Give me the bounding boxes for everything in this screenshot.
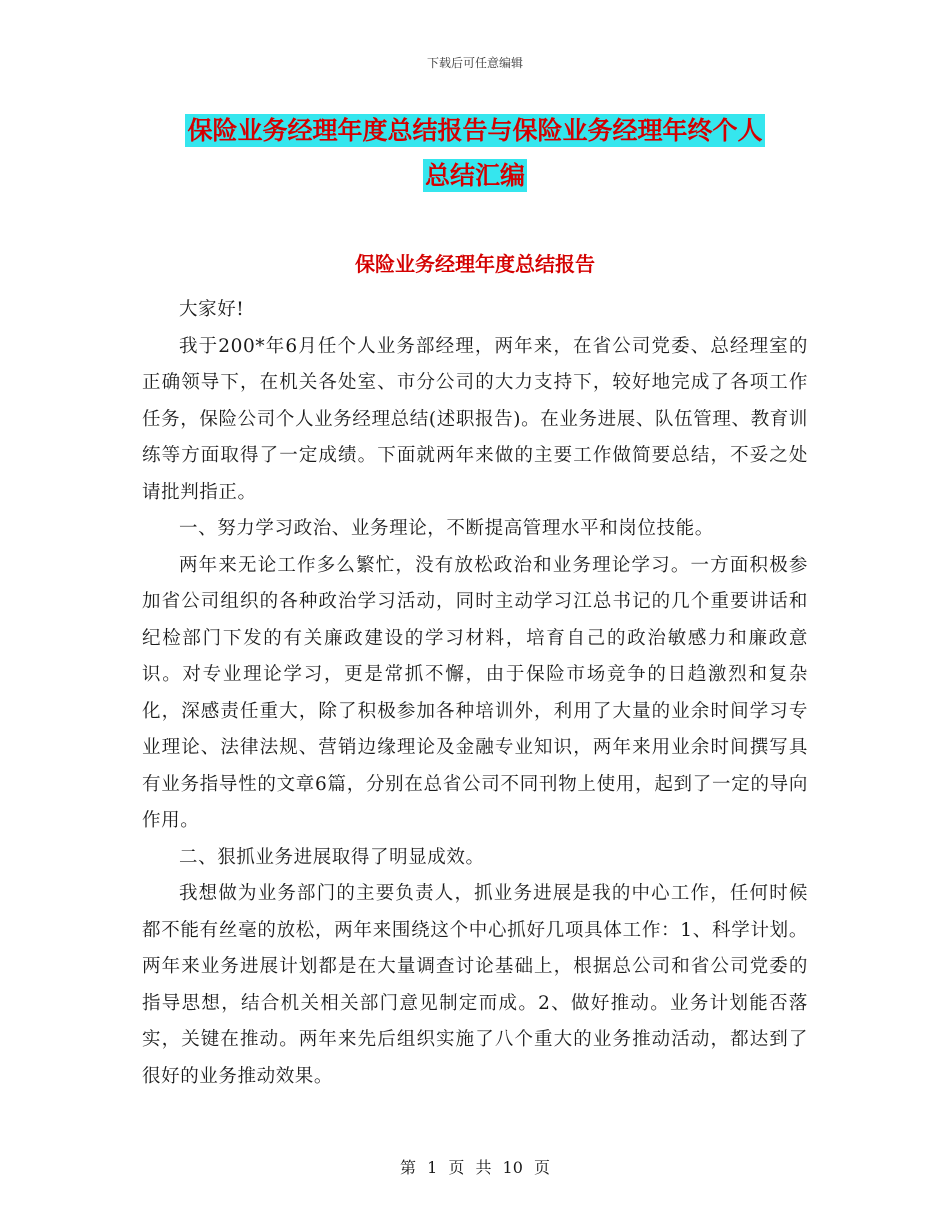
heading-paragraph-2: 二、狠抓业务进展取得了明显成效。: [179, 846, 485, 868]
study-paragraph: 两年来无论工作多么繁忙，没有放松政治和业务理论学习。一方面积极参加省公司组织的各种政治学习活动，同时主动学习江总书记的几个重要讲话和纪检部门下发的有关廉政建设的学习材料，培育自己的政治敏感力和廉政意识。对专业理论学习，更是常抓不懈，由于保险市场竞争的日趋激烈和复杂化，深感责任重大，除了积极参加各种培训外，利用了大量的业余时间学习专业理论、法律法规、营销边缘理论及金融专业知识，两年来用业余时间撰写具有业务指导性的文章6篇，分别在总省公司不同刊物上使用，起到了一定的导向作用。: [142, 554, 808, 831]
intro-paragraph: 我于200*年6月任个人业务部经理，两年来，在省公司党委、总经理室的正确领导下，在机关各处室、市分公司的大力支持下，较好地完成了各项工作任务，保险公司个人业务经理总结(述职报告)。在业务进展、队伍管理、教育训练等方面取得了一定成绩。下面就两年来做的主要工作做简要总结，不妥之处请批判指正。: [142, 335, 808, 503]
section-title: 保险业务经理年度总结报告: [355, 252, 595, 276]
greeting-paragraph: 大家好!: [179, 299, 245, 320]
document-title-line-1: 保险业务经理年度总结报告与保险业务经理年终个人: [187, 116, 763, 145]
document-title: [150, 108, 800, 198]
document-title-line-2: 总结汇编: [424, 161, 525, 190]
page-footer: 第 1 页 共 10 页: [400, 1158, 550, 1177]
header-note: 下载后可任意编辑: [426, 56, 523, 70]
document-body: [142, 292, 808, 1095]
heading-paragraph-1: 一、努力学习政治、业务理论，不断提高管理水平和岗位技能。: [179, 518, 714, 539]
business-paragraph: 我想做为业务部门的主要负责人，抓业务进展是我的中心工作，任何时候都不能有丝毫的放松，两年来围绕这个中心抓好几项具体工作：1、科学计划。两年来业务进展计划都是在大量调查讨论基础上，根据总公司和省公司党委的指导思想，结合机关相关部门意见制定而成。2、做好推动。业务计划能否落实，关键在推动。两年来先后组织实施了八个重大的业务推动活动，都达到了很好的业务推动效果。: [142, 883, 808, 1087]
